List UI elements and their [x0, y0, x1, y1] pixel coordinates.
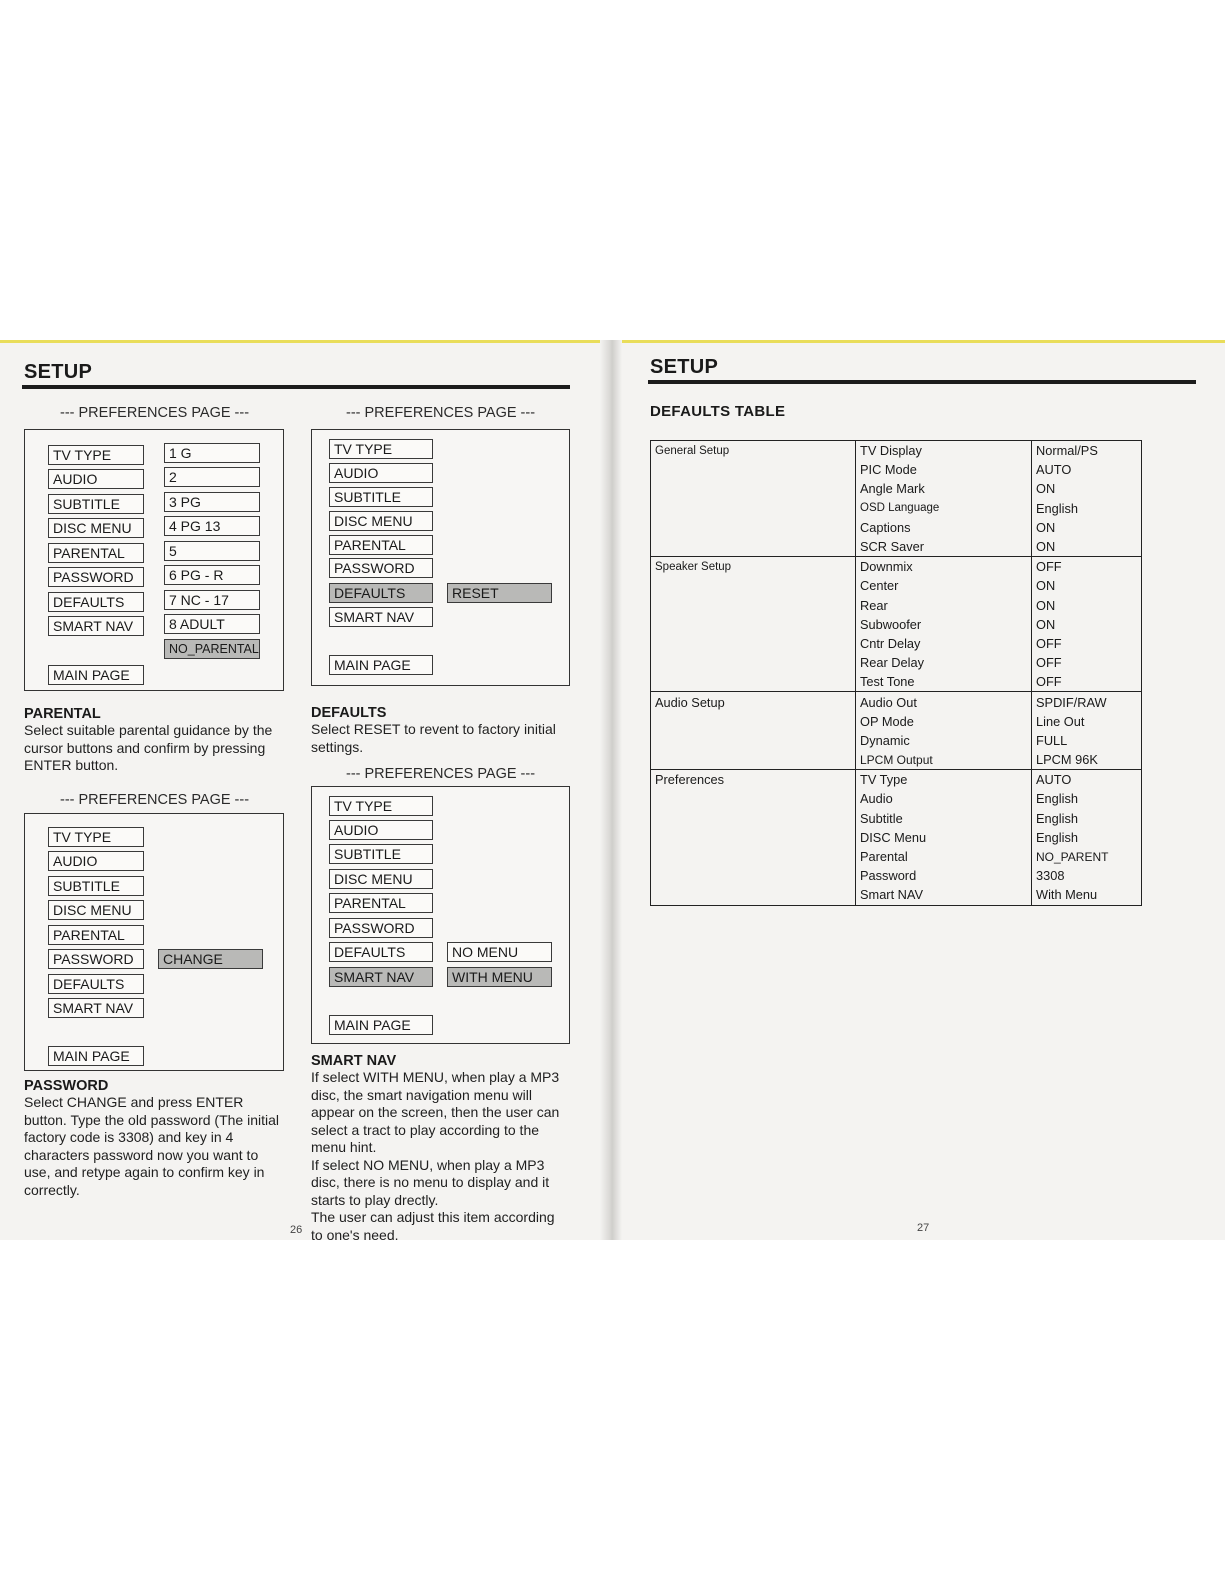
setting-name: DISC Menu	[856, 828, 1032, 847]
table-row	[651, 576, 1142, 595]
menu2-item-password[interactable]: PASSWORD	[48, 949, 144, 969]
smart-nav-line: If select WITH MENU, when play a MP3	[311, 1069, 560, 1085]
menu3-item-password[interactable]: PASSWORD	[329, 558, 433, 578]
left-page-number: 26	[290, 1224, 303, 1236]
menu4-item-parental[interactable]: PARENTAL	[329, 893, 433, 913]
setting-value: ON	[1032, 576, 1142, 595]
table-row	[651, 634, 1142, 653]
parental-line: cursor buttons and confirm by pressing	[24, 739, 266, 756]
setting-value: FULL	[1032, 731, 1142, 750]
menu4-item-subtitle[interactable]: SUBTITLE	[329, 844, 433, 864]
setting-name: Rear Delay	[856, 653, 1032, 672]
table-row	[651, 672, 1142, 692]
setting-value: 3308	[1032, 866, 1142, 885]
setting-name: SCR Saver	[856, 537, 1032, 557]
setting-name: Smart NAV	[856, 885, 1032, 905]
menu4-item-defaults[interactable]: DEFAULTS	[329, 942, 433, 962]
setting-name: Audio Out	[856, 692, 1032, 712]
setting-name: Downmix	[856, 557, 1032, 577]
menu3-item-disc-menu[interactable]: DISC MENU	[329, 511, 433, 531]
menu1-option-6pgr[interactable]: 6 PG - R	[164, 565, 260, 585]
menu1-item-parental[interactable]: PARENTAL	[48, 543, 144, 563]
menu1-option-1g[interactable]: 1 G	[164, 443, 260, 463]
table-row	[651, 731, 1142, 750]
menu4-item-disc-menu[interactable]: DISC MENU	[329, 869, 433, 889]
parental-text	[24, 722, 272, 775]
setting-name: Cntr Delay	[856, 634, 1032, 653]
menu2-item-audio[interactable]: AUDIO	[48, 851, 144, 871]
defaults-table	[650, 440, 1142, 906]
menu3-item-smart-nav[interactable]: SMART NAV	[329, 607, 433, 627]
setting-value: OFF	[1032, 653, 1142, 672]
setting-value: LPCM 96K	[1032, 750, 1142, 770]
setting-value: English	[1032, 828, 1142, 847]
password-line: use, and retype again to confirm key in	[24, 1164, 265, 1180]
smart-nav-line: appear on the screen, then the user can	[311, 1104, 560, 1120]
setting-name: Audio	[856, 789, 1032, 808]
left-page-title: SETUP	[24, 361, 93, 383]
menu1-main-page-button[interactable]: MAIN PAGE	[48, 665, 144, 685]
setting-name: Password	[856, 866, 1032, 885]
menu2-item-defaults[interactable]: DEFAULTS	[48, 974, 144, 994]
menu2-main-page-button[interactable]: MAIN PAGE	[48, 1046, 144, 1066]
setting-name: Subtitle	[856, 809, 1032, 828]
menu1-option-3pg[interactable]: 3 PG	[164, 492, 260, 512]
group-label-audio-setup: Audio Setup	[651, 692, 856, 712]
parental-line: Select suitable parental guidance by the	[24, 722, 273, 738]
table-row	[651, 847, 1142, 866]
password-line: Select CHANGE and press ENTER	[24, 1094, 244, 1110]
menu3-item-tv-type[interactable]: TV TYPE	[329, 439, 433, 459]
table-row	[651, 518, 1142, 537]
menu3-item-defaults[interactable]: DEFAULTS	[329, 583, 433, 603]
setting-name: Subwoofer	[856, 615, 1032, 634]
defaults-line: Select RESET to revent to factory initial	[311, 721, 556, 737]
table-row	[651, 750, 1142, 770]
table-row	[651, 615, 1142, 634]
menu2-item-tv-type[interactable]: TV TYPE	[48, 827, 144, 847]
setting-value: ON	[1032, 537, 1142, 557]
right-page-title: SETUP	[650, 356, 719, 378]
setting-name: Captions	[856, 518, 1032, 537]
menu4-with-menu-option[interactable]: WITH MENU	[447, 967, 552, 987]
left-page-rule	[22, 385, 570, 389]
setting-name: OP Mode	[856, 712, 1032, 731]
menu1-item-audio[interactable]: AUDIO	[48, 469, 144, 489]
password-line: factory code is 3308) and key in 4	[24, 1129, 234, 1145]
right-page-number: 27	[917, 1222, 930, 1234]
setting-name: Test Tone	[856, 672, 1032, 692]
setting-value: ON	[1032, 615, 1142, 634]
menu1-item-defaults[interactable]: DEFAULTS	[48, 592, 144, 612]
setting-value: English	[1032, 809, 1142, 828]
table-row	[651, 460, 1142, 479]
smart-nav-line: disc, there is no menu to display and it	[311, 1174, 550, 1190]
smart-nav-line: disc, the smart navigation menu will	[311, 1086, 532, 1103]
table-row	[651, 479, 1142, 498]
right-page-rule	[648, 380, 1196, 384]
table-row	[651, 499, 1142, 518]
menu4-item-audio[interactable]: AUDIO	[329, 820, 433, 840]
table-row	[651, 692, 1142, 712]
smart-nav-line: If select NO MENU, when play a MP3	[311, 1156, 545, 1173]
setting-value: ON	[1032, 479, 1142, 498]
setting-name: PIC Mode	[856, 460, 1032, 479]
menu2-caption: --- PREFERENCES PAGE ---	[60, 792, 250, 808]
defaults-line: settings.	[311, 738, 364, 755]
menu2-item-disc-menu[interactable]: DISC MENU	[48, 900, 144, 920]
book-gutter	[600, 340, 622, 1240]
defaults-table-title: DEFAULTS TABLE	[650, 403, 786, 420]
menu4-main-page-button[interactable]: MAIN PAGE	[329, 1015, 433, 1035]
setting-value: AUTO	[1032, 460, 1142, 479]
setting-value: AUTO	[1032, 770, 1142, 790]
table-row	[651, 789, 1142, 808]
password-text	[24, 1094, 279, 1199]
setting-value: Line Out	[1032, 712, 1142, 731]
table-row	[651, 866, 1142, 885]
smart-nav-line: select a tract to play according to the	[311, 1121, 540, 1138]
smart-nav-line: menu hint.	[311, 1139, 377, 1155]
group-label-preferences: Preferences	[651, 770, 856, 790]
setting-value: Normal/PS	[1032, 441, 1142, 461]
menu3-item-parental[interactable]: PARENTAL	[329, 535, 433, 555]
setting-value: SPDIF/RAW	[1032, 692, 1142, 712]
table-row	[651, 537, 1142, 557]
table-row	[651, 828, 1142, 847]
menu4-item-password[interactable]: PASSWORD	[329, 918, 433, 938]
menu3-item-audio[interactable]: AUDIO	[329, 463, 433, 483]
menu4-item-tv-type[interactable]: TV TYPE	[329, 796, 433, 816]
setting-name: Parental	[856, 847, 1032, 866]
parental-heading: PARENTAL	[24, 706, 101, 722]
setting-value: NO_PARENT	[1032, 847, 1142, 866]
menu3-main-page-button[interactable]: MAIN PAGE	[329, 655, 433, 675]
menu4-item-smart-nav[interactable]: SMART NAV	[329, 967, 433, 987]
password-line: correctly.	[24, 1181, 80, 1198]
menu3-reset-button[interactable]: RESET	[447, 583, 552, 603]
smart-nav-line: The user can adjust this item according	[311, 1209, 555, 1225]
setting-name: TV Display	[856, 441, 1032, 461]
setting-name: Dynamic	[856, 731, 1032, 750]
menu4-no-menu-option[interactable]: NO MENU	[447, 942, 552, 962]
smart-nav-heading: SMART NAV	[311, 1053, 397, 1069]
table-row	[651, 712, 1142, 731]
setting-value: ON	[1032, 596, 1142, 615]
table-row	[651, 596, 1142, 615]
menu1-option-5[interactable]: 5	[164, 541, 260, 561]
setting-value: OFF	[1032, 634, 1142, 653]
menu1-option-no-parental[interactable]: NO_PARENTAL	[164, 639, 260, 659]
defaults-text	[311, 721, 556, 756]
setting-name: Center	[856, 576, 1032, 595]
menu3-item-subtitle[interactable]: SUBTITLE	[329, 487, 433, 507]
menu1-option-2[interactable]: 2	[164, 467, 260, 487]
group-label-general-setup: General Setup	[651, 441, 856, 461]
menu1-caption: --- PREFERENCES PAGE ---	[60, 405, 250, 421]
table-row	[651, 885, 1142, 905]
menu2-item-subtitle[interactable]: SUBTITLE	[48, 876, 144, 896]
table-row	[651, 441, 1142, 461]
menu1-item-smart-nav[interactable]: SMART NAV	[48, 616, 144, 636]
password-line: button. Type the old password (The initial	[24, 1111, 280, 1128]
menu4-caption: --- PREFERENCES PAGE ---	[346, 766, 536, 782]
setting-value: ON	[1032, 518, 1142, 537]
menu1-option-7nc17[interactable]: 7 NC - 17	[164, 590, 260, 610]
parental-line: ENTER button.	[24, 757, 119, 773]
setting-name: Rear	[856, 596, 1032, 615]
menu1-item-subtitle[interactable]: SUBTITLE	[48, 494, 144, 514]
menu2-item-parental[interactable]: PARENTAL	[48, 925, 144, 945]
table-row	[651, 557, 1142, 577]
setting-value: With Menu	[1032, 885, 1142, 905]
menu1-item-disc-menu[interactable]: DISC MENU	[48, 518, 144, 538]
setting-name: LPCM Output	[856, 750, 1032, 770]
password-line: characters password now you want to	[24, 1146, 259, 1163]
setting-name: OSD Language	[856, 499, 1032, 518]
defaults-heading: DEFAULTS	[311, 705, 387, 721]
menu2-change-button[interactable]: CHANGE	[158, 949, 263, 969]
menu2-item-smart-nav[interactable]: SMART NAV	[48, 998, 144, 1018]
setting-value: English	[1032, 499, 1142, 518]
group-label-speaker-setup: Speaker Setup	[651, 557, 856, 577]
menu1-option-8adult[interactable]: 8 ADULT	[164, 614, 260, 634]
table-row	[651, 809, 1142, 828]
menu3-caption: --- PREFERENCES PAGE ---	[346, 405, 536, 421]
setting-value: OFF	[1032, 557, 1142, 577]
setting-name: TV Type	[856, 770, 1032, 790]
setting-value: OFF	[1032, 672, 1142, 692]
table-row	[651, 770, 1142, 790]
smart-nav-line: to one's need.	[311, 1226, 399, 1243]
menu1-item-tv-type[interactable]: TV TYPE	[48, 445, 144, 465]
smart-nav-line: starts to play drectly.	[311, 1191, 439, 1208]
smart-nav-text	[311, 1069, 559, 1244]
setting-value: English	[1032, 789, 1142, 808]
password-heading: PASSWORD	[24, 1078, 109, 1094]
menu1-item-password[interactable]: PASSWORD	[48, 567, 144, 587]
setting-name: Angle Mark	[856, 479, 1032, 498]
menu1-option-4pg13[interactable]: 4 PG 13	[164, 516, 260, 536]
table-row	[651, 653, 1142, 672]
